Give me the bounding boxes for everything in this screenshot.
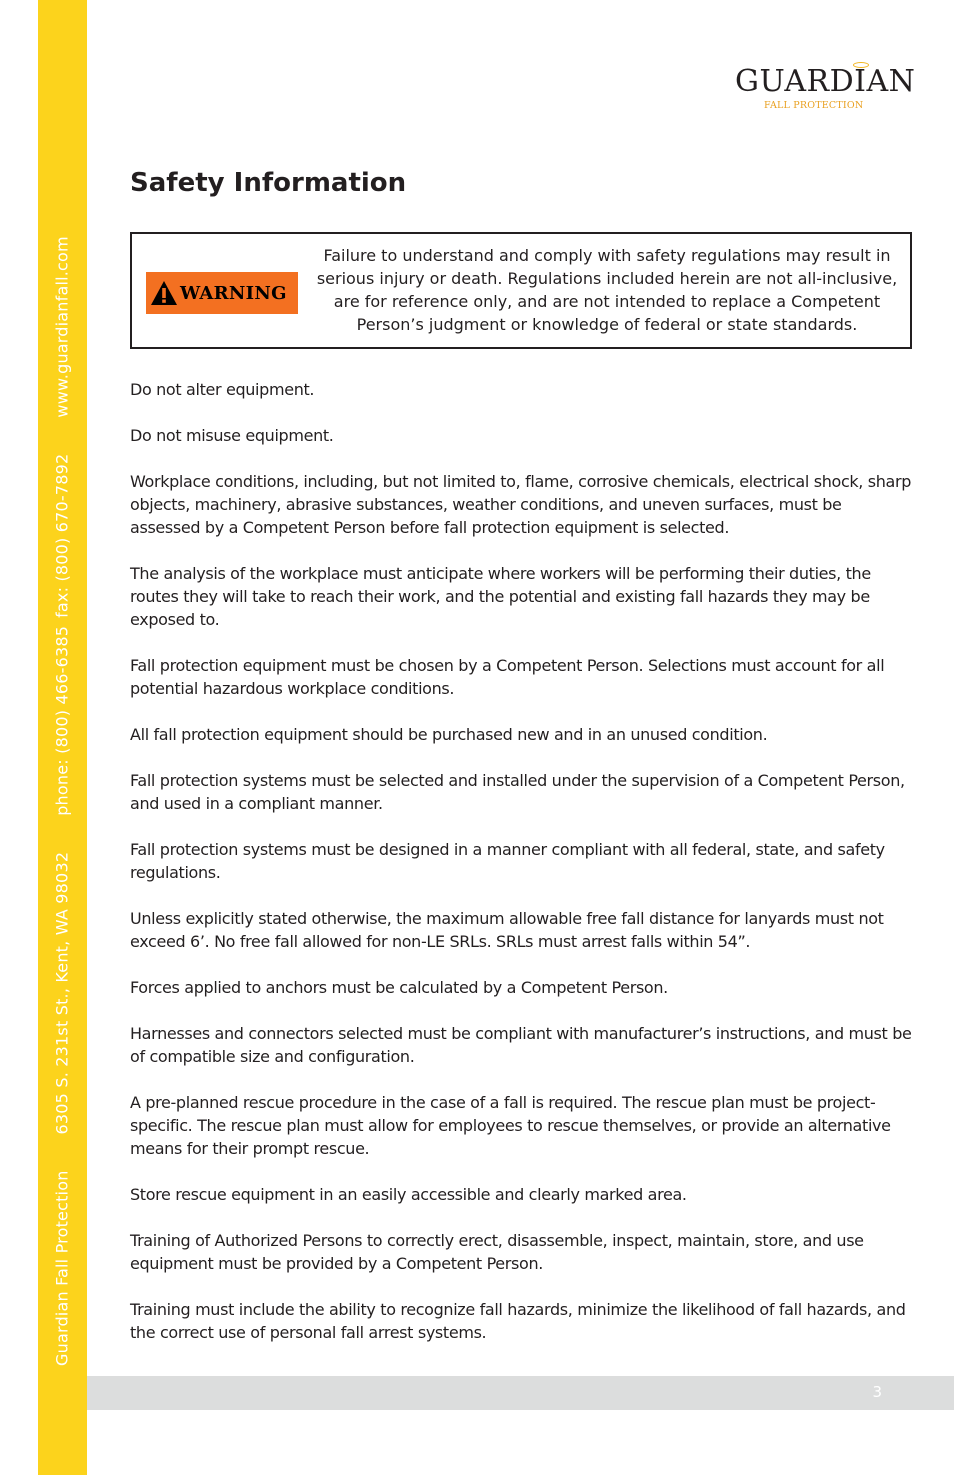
warning-badge [146, 272, 298, 314]
page-number: 3 [872, 1383, 882, 1401]
paragraph: Workplace conditions, including, but not limited to, flame, corrosive chemicals, electrical shock, sharp objects, machinery, abrasive substances, weather conditions, and uneven surfaces, must be assessed by a Competent Person before fall protection equipment is selected. [130, 472, 912, 537]
sidebar-company: Guardian Fall Protection [52, 1170, 72, 1366]
sidebar-website: www.guardianfall.com [52, 236, 72, 418]
page-title: Safety Information [130, 168, 407, 198]
paragraph: Harnesses and connectors selected must be compliant with manufacturer’s instructions, and must be of compatible size and configuration. [130, 1024, 912, 1066]
paragraph: Do not alter equipment. [130, 380, 315, 399]
warning-box [130, 232, 912, 349]
paragraph: The analysis of the workplace must anticipate where workers will be performing their duties, the routes they will take to reach their work, and the potential and existing fall hazards they may be exposed to. [130, 564, 871, 629]
paragraph: All fall protection equipment should be purchased new and in an unused condition. [130, 725, 768, 744]
sidebar-contact-info [53, 236, 72, 1366]
warning-text: Failure to understand and comply with safety regulations may result in serious injury or death. Regulations included herein are not all-inclusive, are for reference only, and are not intended to replace a Competent Person’s judgment or knowledge of federal or state standards. [316, 246, 898, 334]
paragraph: Training must include the ability to recognize fall hazards, minimize the likelihood of fall hazards, and the correct use of personal fall arrest systems. [130, 1300, 906, 1342]
logo-tagline: FALL PROTECTION [764, 100, 864, 111]
warning-label: WARNING [180, 282, 287, 304]
paragraph: Fall protection systems must be selected and installed under the supervision of a Competent Person, and used in a compliant manner. [130, 771, 905, 813]
guardian-logo [735, 58, 916, 118]
paragraph: Fall protection equipment must be chosen by a Competent Person. Selections must account for all potential hazardous workplace conditions. [130, 656, 885, 698]
paragraph: Do not misuse equipment. [130, 426, 334, 445]
sidebar-fax: fax: (800) 670-7892 [52, 453, 72, 618]
safety-paragraphs [130, 378, 915, 1367]
footer-band [87, 1376, 954, 1410]
paragraph: Fall protection systems must be designed in a manner compliant with all federal, state, and safety regulations. [130, 840, 885, 882]
warning-triangle-icon [150, 280, 178, 306]
paragraph: Forces applied to anchors must be calculated by a Competent Person. [130, 978, 668, 997]
paragraph: Training of Authorized Persons to correctly erect, disassemble, inspect, maintain, store, and use equipment must be provided by a Competent Person. [130, 1231, 864, 1273]
sidebar-phone: phone: (800) 466-6385 [52, 625, 72, 816]
sidebar-address: 6305 S. 231st St., Kent, WA 98032 [52, 851, 72, 1135]
paragraph: A pre-planned rescue procedure in the case of a fall is required. The rescue plan must be project-specific. The rescue plan must allow for employees to rescue themselves, or provide an alternative means for their prompt rescue. [130, 1093, 891, 1158]
paragraph: Unless explicitly stated otherwise, the maximum allowable free fall distance for lanyards must not exceed 6’. No free fall allowed for non-LE SRLs. SRLs must arrest falls within 54”. [130, 909, 884, 951]
logo-wordmark: GUARDIAN [735, 64, 916, 99]
paragraph: Store rescue equipment in an easily accessible and clearly marked area. [130, 1185, 687, 1204]
